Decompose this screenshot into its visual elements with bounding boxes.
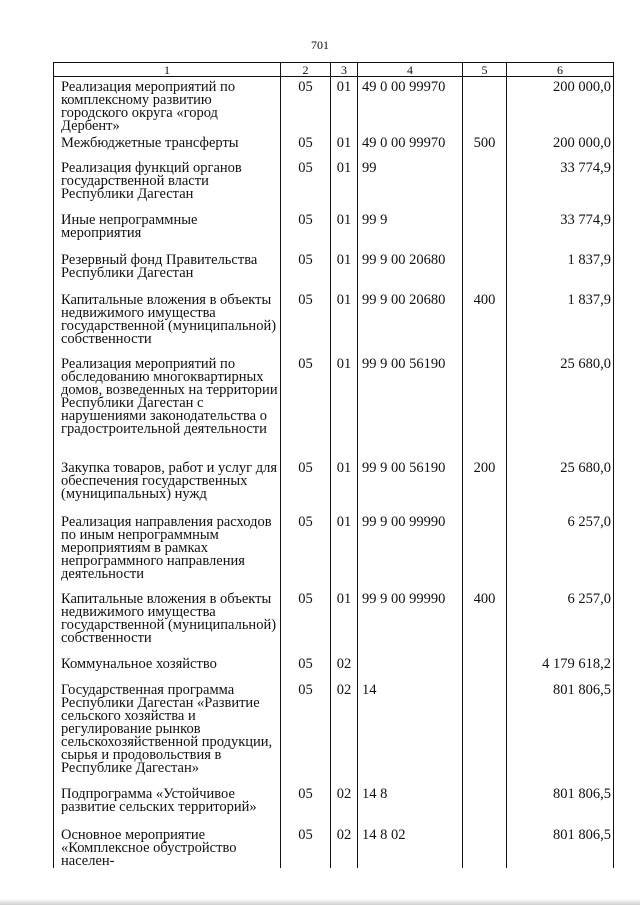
- row-section: 05: [281, 825, 331, 868]
- row-target-article: 99: [358, 158, 463, 210]
- table-row: [54, 654, 614, 680]
- row-section: 05: [281, 250, 331, 290]
- row-expense-type: 500: [463, 133, 507, 158]
- row-subsection: 02: [331, 784, 358, 825]
- row-amount: 1 837,9: [507, 250, 614, 290]
- table-header-row: [54, 63, 614, 77]
- row-name: Закупка товаров, работ и услуг для обеспечения государственных (муниципальных) нужд: [54, 458, 281, 512]
- row-section: 05: [281, 210, 331, 250]
- table-row: [54, 290, 614, 354]
- row-expense-type: [463, 158, 507, 210]
- row-section: 05: [281, 512, 331, 589]
- row-name: Реализация мероприятий по обследованию многоквартирных домов, возведенных на территории Республики Дагестан с нарушениями законодательства о градостроительной деятельности: [54, 354, 281, 458]
- table-row: [54, 250, 614, 290]
- row-name: Резервный фонд Правительства Республики Дагестан: [54, 250, 281, 290]
- row-subsection: 01: [331, 158, 358, 210]
- row-amount: 6 257,0: [507, 589, 614, 654]
- row-expense-type: [463, 512, 507, 589]
- row-name: Капитальные вложения в объекты недвижимого имущества государственной (муниципальной) собственности: [54, 290, 281, 354]
- row-section: 05: [281, 77, 331, 134]
- row-target-article: 99 9 00 20680: [358, 290, 463, 354]
- row-amount: 200 000,0: [507, 133, 614, 158]
- row-target-article: 99 9: [358, 210, 463, 250]
- header-col-target-article: 4: [358, 63, 463, 77]
- row-subsection: 01: [331, 512, 358, 589]
- row-expense-type: 400: [463, 589, 507, 654]
- row-section: 05: [281, 158, 331, 210]
- budget-table: [53, 62, 614, 868]
- row-section: 05: [281, 290, 331, 354]
- header-col-expense-type: 5: [463, 63, 507, 77]
- table-row: [54, 825, 614, 868]
- row-name: Коммунальное хозяйство: [54, 654, 281, 680]
- table-row: [54, 784, 614, 825]
- row-expense-type: [463, 680, 507, 784]
- row-section: 05: [281, 354, 331, 458]
- row-target-article: 14: [358, 680, 463, 784]
- table-row: [54, 512, 614, 589]
- row-name: Капитальные вложения в объекты недвижимого имущества государственной (муниципальной) собственности: [54, 589, 281, 654]
- row-expense-type: [463, 250, 507, 290]
- row-section: 05: [281, 784, 331, 825]
- row-subsection: 01: [331, 290, 358, 354]
- row-target-article: [358, 654, 463, 680]
- row-subsection: 01: [331, 589, 358, 654]
- row-subsection: 02: [331, 680, 358, 784]
- row-name: Реализация функций органов государственной власти Республики Дагестан: [54, 158, 281, 210]
- row-target-article: 49 0 00 99970: [358, 77, 463, 134]
- row-amount: 801 806,5: [507, 680, 614, 784]
- row-amount: 1 837,9: [507, 290, 614, 354]
- row-name: Реализация направления расходов по иным непрограммным мероприятиям в рамках непрограммного направления деятельности: [54, 512, 281, 589]
- row-expense-type: 400: [463, 290, 507, 354]
- row-name: Основное мероприятие «Комплексное обустройство населен-: [54, 825, 281, 868]
- row-target-article: 99 9 00 56190: [358, 354, 463, 458]
- table-row: [54, 589, 614, 654]
- row-amount: 200 000,0: [507, 77, 614, 134]
- row-expense-type: [463, 77, 507, 134]
- row-amount: 33 774,9: [507, 210, 614, 250]
- table-row: [54, 158, 614, 210]
- row-name: Межбюджетные трансферты: [54, 133, 281, 158]
- table-row: [54, 210, 614, 250]
- row-amount: 4 179 618,2: [507, 654, 614, 680]
- row-subsection: 01: [331, 458, 358, 512]
- row-section: 05: [281, 458, 331, 512]
- row-section: 05: [281, 680, 331, 784]
- row-name: Подпрограмма «Устойчивое развитие сельских территорий»: [54, 784, 281, 825]
- row-amount: 33 774,9: [507, 158, 614, 210]
- row-expense-type: [463, 354, 507, 458]
- row-target-article: 99 9 00 99990: [358, 589, 463, 654]
- row-section: 05: [281, 654, 331, 680]
- row-subsection: 02: [331, 654, 358, 680]
- row-expense-type: [463, 654, 507, 680]
- table-row: [54, 77, 614, 134]
- row-name: Иные непрограммные мероприятия: [54, 210, 281, 250]
- row-subsection: 01: [331, 133, 358, 158]
- row-subsection: 01: [331, 250, 358, 290]
- row-section: 05: [281, 133, 331, 158]
- table-row: [54, 458, 614, 512]
- row-subsection: 01: [331, 210, 358, 250]
- row-name: Реализация мероприятий по комплексному развитию городского округа «город Дербент»: [54, 77, 281, 134]
- row-section: 05: [281, 589, 331, 654]
- row-target-article: 49 0 00 99970: [358, 133, 463, 158]
- row-subsection: 02: [331, 825, 358, 868]
- row-target-article: 99 9 00 56190: [358, 458, 463, 512]
- table-row: [54, 680, 614, 784]
- row-subsection: 01: [331, 77, 358, 134]
- row-target-article: 99 9 00 99990: [358, 512, 463, 589]
- row-expense-type: 200: [463, 458, 507, 512]
- row-amount: 25 680,0: [507, 354, 614, 458]
- row-expense-type: [463, 825, 507, 868]
- row-name: Государственная программа Республики Дагестан «Развитие сельского хозяйства и регулирование рынков сельскохозяйственной продукции, сырья и продовольствия в Республике Дагестан»: [54, 680, 281, 784]
- row-target-article: 14 8 02: [358, 825, 463, 868]
- row-amount: 801 806,5: [507, 784, 614, 825]
- row-amount: 25 680,0: [507, 458, 614, 512]
- header-col-subsection: 3: [331, 63, 358, 77]
- table-row: [54, 133, 614, 158]
- header-col-section: 2: [281, 63, 331, 77]
- header-col-name: 1: [54, 63, 281, 77]
- row-target-article: 14 8: [358, 784, 463, 825]
- row-expense-type: [463, 210, 507, 250]
- table-row: [54, 354, 614, 458]
- page-number: 701: [311, 38, 329, 52]
- row-amount: 801 806,5: [507, 825, 614, 868]
- row-amount: 6 257,0: [507, 512, 614, 589]
- row-target-article: 99 9 00 20680: [358, 250, 463, 290]
- scan-edge-shadow: [0, 899, 640, 905]
- row-subsection: 01: [331, 354, 358, 458]
- header-col-amount: 6: [507, 63, 614, 77]
- row-expense-type: [463, 784, 507, 825]
